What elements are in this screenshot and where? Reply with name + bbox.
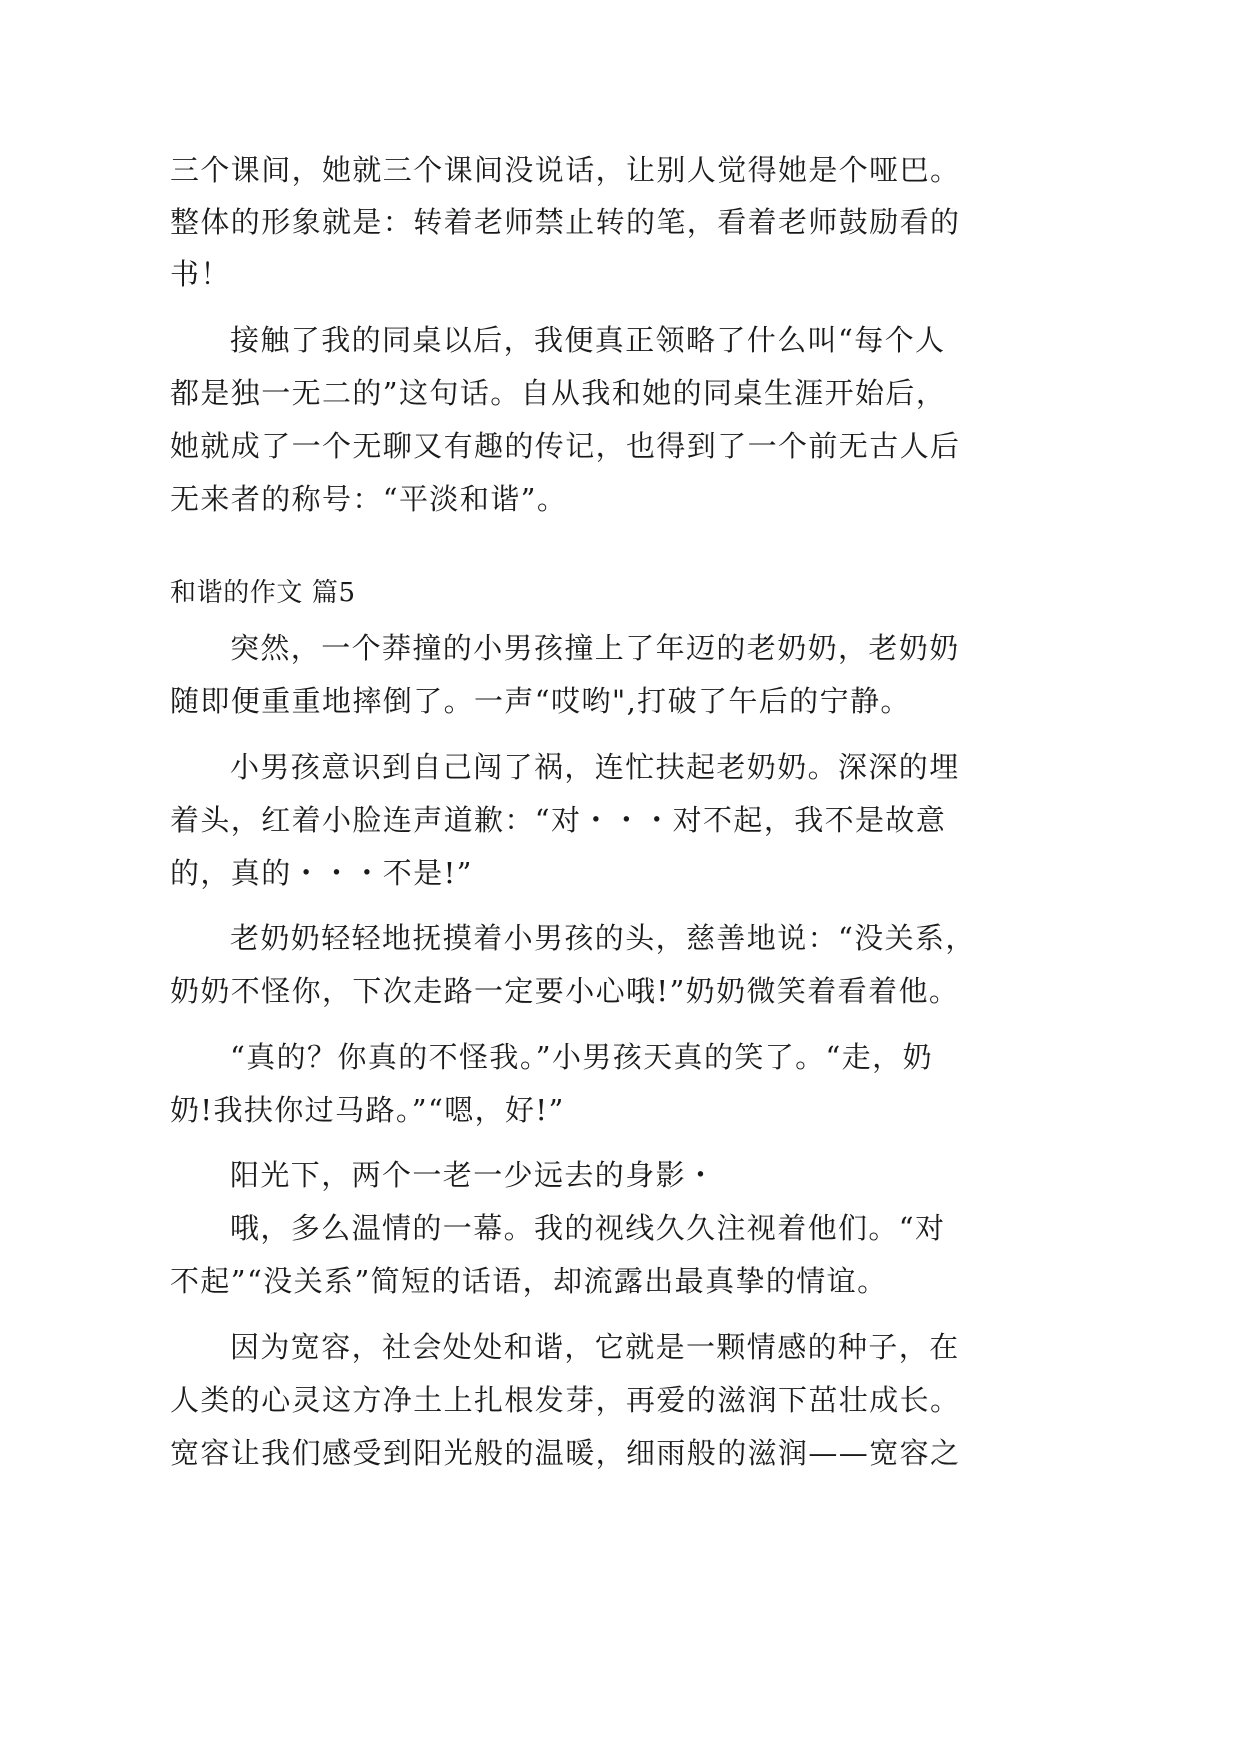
text-line: 整体的形象就是：转着老师禁止转的笔，看着老师鼓励看的 — [170, 205, 961, 239]
section-heading: 和谐的作文 篇5 — [170, 578, 356, 608]
text-line: 着头，红着小脸连声道歉：“对・・・对不起，我不是故意 — [170, 803, 947, 837]
text-line: 接触了我的同桌以后，我便真正领略了什么叫“每个人 — [230, 323, 946, 357]
text-line: 人类的心灵这方净土上扎根发芽，再爱的滋润下茁壮成长。 — [170, 1383, 961, 1417]
text-line: 随即便重重地摔倒了。一声“哎哟",打破了午后的宁静。 — [170, 684, 911, 718]
text-line: 不起”“没关系”简短的话语，却流露出最真挚的情谊。 — [170, 1264, 888, 1298]
text-line: 老奶奶轻轻地抚摸着小男孩的头，慈善地说：“没关系， — [230, 921, 976, 955]
text-line: 突然，一个莽撞的小男孩撞上了年迈的老奶奶，老奶奶 — [230, 631, 960, 665]
text-line: 的，真的・・・不是!” — [170, 856, 473, 890]
text-line: 无来者的称号：“平淡和谐”。 — [170, 482, 568, 516]
text-line: 都是独一无二的”这句话。自从我和她的同桌生涯开始后， — [170, 376, 947, 410]
text-line: 奶!我扶你过马路。”“嗯，好!” — [170, 1093, 565, 1127]
text-line: 她就成了一个无聊又有趣的传记，也得到了一个前无古人后 — [170, 429, 961, 463]
text-line: “真的？你真的不怪我。”小男孩天真的笑了。“走，奶 — [230, 1040, 933, 1074]
text-line: 阳光下，两个一老一少远去的身影・ — [230, 1158, 717, 1192]
text-line: 三个课间，她就三个课间没说话，让别人觉得她是个哑巴。 — [170, 153, 961, 187]
text-line: 小男孩意识到自己闯了祸，连忙扶起老奶奶。深深的埋 — [230, 750, 960, 784]
text-line: 书！ — [170, 257, 231, 291]
text-line: 宽容让我们感受到阳光般的温暖，细雨般的滋润——宽容之 — [170, 1436, 961, 1470]
text-line: 因为宽容，社会处处和谐，它就是一颗情感的种子，在 — [230, 1330, 960, 1364]
text-line: 奶奶不怪你，下次走路一定要小心哦!”奶奶微笑着看着他。 — [170, 974, 960, 1008]
text-line: 哦，多么温情的一幕。我的视线久久注视着他们。“对 — [230, 1211, 946, 1245]
